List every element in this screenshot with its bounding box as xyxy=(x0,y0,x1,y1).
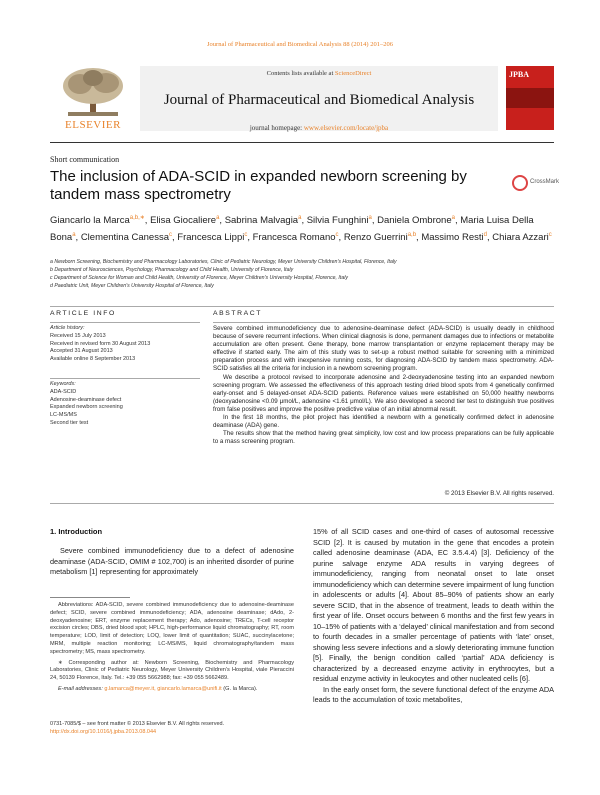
author-affiliation-marker[interactable]: c xyxy=(244,232,248,239)
sciencedirect-link[interactable]: ScienceDirect xyxy=(334,70,372,77)
issn-line: 0731-7085/$ – see front matter © 2013 Elsevier B.V. All rights reserved. xyxy=(50,721,225,727)
author-affiliation-marker[interactable]: a,b,∗ xyxy=(129,215,145,221)
keywords xyxy=(50,381,200,428)
abstract-body xyxy=(213,325,554,446)
affiliation-divider xyxy=(50,306,554,307)
author-affiliation-marker[interactable]: d xyxy=(483,232,487,239)
abstract-paragraph: Severe combined immunodeficiency due to adenosine-deaminase defect (ADA-SCID) is usually deadly in childhood because of severe recurrent infections. When clinical diagnosis is done, permanent damages due to infections or metabolite accumulation are often present. Gene therapy, bone marrow transplantation or enzyme replacement therapy may be effective if started early. The aim of this study was to set-up a robust method suitable for screening with a minimized preparation process and with inexpensive running costs, for diagnosing ADA-SCID by tandem mass spectrometry. ADA-SCID satisfies all the criteria for inclusion in a newborn screening program. xyxy=(213,325,554,373)
abbreviations-footnote: Abbreviations: ADA-SCID, severe combined immunodeficiency due to adenosine-deaminase defect; SCID, severe combined immunodeficiency; ADA, adenosine deaminase; dAdo, 2-deoxyadenosine; ERT, enzyme replacement therapy; Ado, adenosine; TRECs, T-cell receptor excision circles; DBS, dried blood spot; HPLC, high-performance liquid chromatography; RT, room temperature; LOD, limit of detection; LOQ, lower limit of quantitation; SUAC, succinylacetone; MRM, multiple reaction monitoring; LC-MS/MS, liquid chromatography/tandem mass spectrometry; MS, mass spectrometry. xyxy=(50,602,294,655)
keyword-item: ADA-SCID xyxy=(50,388,77,395)
author-affiliation-marker[interactable]: c xyxy=(548,232,552,239)
author-list: Giancarlo la Marca$^{a,b,∗}$, Elisa Giocaliere$^a$, Sabrina Malvagia$^a$, Silvia Funghini$^a$, Daniela Ombrone$^a$, Maria Luisa Della Bona$^a$, Clementina Canessa$^c$, Francesca Lippi$^c$, Francesca Romano$^c$, Renzo Guerrini$^{a,b}$, Massimo Resti$^d$, Chiara Azzari$^c$ xyxy=(50,215,552,244)
history-item: Received 15 July 2013 xyxy=(50,332,106,339)
author-name: Renzo Guerrini xyxy=(343,232,408,244)
affiliation-item: d Paediatric Unit, Meyer Children's University Hospital of Florence, Italy xyxy=(50,283,214,289)
abstract-paragraph: In the first 18 months, the pilot project has identified a newborn with a genetically confirmed defect in adenosine deaminase (ADA) gene. xyxy=(213,414,554,430)
section-heading-introduction: 1. Introduction xyxy=(50,527,103,536)
author-affiliation-marker[interactable]: a xyxy=(451,215,455,221)
cover-title: JPBA xyxy=(509,70,529,79)
history-label: Article history: xyxy=(50,325,85,331)
keyword-item: Second tier test xyxy=(50,419,89,426)
email-suffix: (G. la Marca). xyxy=(221,685,258,692)
homepage-prefix: journal homepage: xyxy=(249,124,304,132)
contents-prefix: Contents lists available at xyxy=(266,70,335,77)
affiliation-item: b Department of Neurosciences, Psychology, Pharmacology and Child Health, University of Florence, Italy xyxy=(50,267,294,273)
footnote-divider xyxy=(50,597,130,598)
abstract-heading: ABSTRACT xyxy=(213,310,263,317)
intro-paragraph: 15% of all SCID cases and one-third of cases of autosomal recessive SCID [2]. It is caused by mutation in the gene that encodes a protein called adenosine deaminase (ADA, EC 3.5.4.4) [3]. Deficiency of the purine salvage enzyme ADA results in varying degrees of immunodeficiency, ranging from neonatal onset to late onset immunodeficiency which can determine severe impairment of lung function in adolescents or adults [4]. About 85–90% of patients show an early severe SCID, that in the absence of treatment, leads to death within the first year of life. Onset occurs between 6 months and the first few years in 10–15% of patients with a ‘delayed’ clinical manifestation and from second to fourth decades in a smaller percentage of patients with ‘late’ onset, showing less severe infections and a slowly deteriorating immune function [5]. Finally, the benign condition called ‘partial’ ADA deficiency is characterized by a decreased enzyme activity in erythrocytes, but a residual enzyme activity in leukocytes and other nucleated cells [6]. xyxy=(313,527,554,683)
footnotes xyxy=(50,602,294,697)
keyword-item: LC-MS/MS xyxy=(50,412,77,419)
abstract-divider xyxy=(213,322,554,323)
affiliation-item: c Department of Science for Woman and Child Health, University of Florence, Meyer Children's University Hospital, Florence, Italy xyxy=(50,275,348,281)
keywords-label: Keywords: xyxy=(50,381,76,387)
homepage-line xyxy=(140,124,498,132)
issn-block xyxy=(50,720,294,736)
author-name: Giancarlo la Marca xyxy=(50,215,130,227)
author-name: Clementina Canessa xyxy=(80,232,169,244)
author-name: Elisa Giocaliere xyxy=(150,215,217,227)
cover-band xyxy=(506,88,554,108)
doi-link[interactable]: http://dx.doi.org/10.1016/j.jpba.2013.08.044 xyxy=(50,729,157,735)
article-type: Short communication xyxy=(50,155,120,164)
author-name: Francesca Romano xyxy=(252,232,336,244)
keyword-item: Expanded newborn screening xyxy=(50,404,123,411)
intro-paragraph: In the early onset form, the severe functional defect of the enzyme ADA leads to the accumulation of toxic metabolites, xyxy=(313,684,554,704)
author-name: Chiara Azzari xyxy=(492,232,549,244)
article-info-heading: ARTICLE INFO xyxy=(50,310,116,317)
author-name: Francesca Lippi xyxy=(177,232,245,244)
history-item: Accepted 31 August 2013 xyxy=(50,348,113,355)
journal-title: Journal of Pharmaceutical and Biomedical Analysis xyxy=(163,92,475,108)
intro-paragraph: Severe combined immunodeficiency due to a defect of adenosine deaminase (ADA-SCID, OMIM # 102,700) is an inherited disorder of purine metabolism [1] representing for approximately xyxy=(50,546,294,576)
abstract-paragraph: We describe a protocol revised to incorporate adenosine and 2-deoxyadenosine testing into an expanded newborn screening program. We assessed the effectiveness of this approach testing dried blood spots from 4 genetically confirmed early-onset and 5 delayed-onset ADA-SCID patients. Reference values were established on 50,000 healthy newborns (deoxyadenosine <0.09 μmol/L, adenosine <1.61 μmol/L). We also developed a second tier test to distinguish true positives from false positives and improve the positive predictive value of an initial abnormal result. xyxy=(213,373,554,413)
author-affiliation-marker[interactable]: c xyxy=(169,232,172,239)
journal-reference[interactable]: Journal of Pharmaceutical and Biomedical Analysis 88 (2014) 201–206 xyxy=(207,41,393,48)
author-name: Sabrina Malvagia xyxy=(224,215,299,227)
keyword-item: Adenosine-deaminase defect xyxy=(50,396,122,403)
journal-cover-image xyxy=(506,66,554,130)
article-title: The inclusion of ADA-SCID in expanded newborn screening by tandem mass spectrometry xyxy=(50,168,467,203)
affiliations xyxy=(50,258,554,290)
author-affiliation-marker[interactable]: a xyxy=(216,215,220,221)
author-affiliation-marker[interactable]: a,b xyxy=(407,232,417,239)
author-name: Maria Luisa Della Bona xyxy=(50,215,534,244)
email-footnote xyxy=(50,686,294,694)
publisher-name: ELSEVIER xyxy=(65,119,121,131)
history-item: Available online 8 September 2013 xyxy=(50,356,136,363)
author-affiliation-marker[interactable]: a xyxy=(72,232,76,239)
author-affiliation-marker[interactable]: a xyxy=(368,215,372,221)
email-label: E-mail addresses: xyxy=(58,685,105,692)
history-item: Received in revised form 30 August 2013 xyxy=(50,340,151,347)
abstract-paragraph: The results show that the method having great simplicity, low cost and low process preparations can be fully applicable to a mass screening program. xyxy=(213,430,554,446)
intro-right-column xyxy=(313,527,554,706)
author-name: Silvia Funghini xyxy=(306,215,369,227)
crossmark-icon xyxy=(512,175,528,191)
author-name: Massimo Resti xyxy=(421,232,484,244)
header-divider xyxy=(50,142,554,143)
corresponding-author-footnote: ∗ Corresponding author at: Newborn Screening, Biochemistry and Pharmacology Laboratories, Clinic of Pediatric Neurology, Meyer University Children's Hospital, viale Pieraccini 24, 50139 Florence, Italy. Tel.: +39 055 5662988; fax: +39 055 5662489. xyxy=(50,659,294,682)
author-affiliation-marker[interactable]: a xyxy=(298,215,302,221)
info-divider xyxy=(50,322,200,323)
crossmark-badge[interactable] xyxy=(512,173,560,199)
crossmark-label: CrossMark xyxy=(530,179,560,185)
contents-line xyxy=(140,70,498,77)
intro-left-column xyxy=(50,546,294,578)
affiliation-item: a Newborn Screening, Biochemistry and Pharmacology Laboratories, Clinic of Pediatric Neurology, Meyer University Children's Hospital, Florence, Italy xyxy=(50,259,397,265)
copyright: © 2013 Elsevier B.V. All rights reserved. xyxy=(444,490,554,497)
homepage-link[interactable]: www.elsevier.com/locate/jpba xyxy=(303,124,389,132)
abstract-bottom-divider xyxy=(50,503,554,504)
article-history xyxy=(50,325,200,364)
email-link[interactable]: g.lamarca@meyer.it, giancarlo.lamarca@unifi.it xyxy=(104,685,222,692)
author-name: Daniela Ombrone xyxy=(377,215,452,227)
keywords-divider xyxy=(50,378,200,379)
author-affiliation-marker[interactable]: c xyxy=(335,232,339,239)
